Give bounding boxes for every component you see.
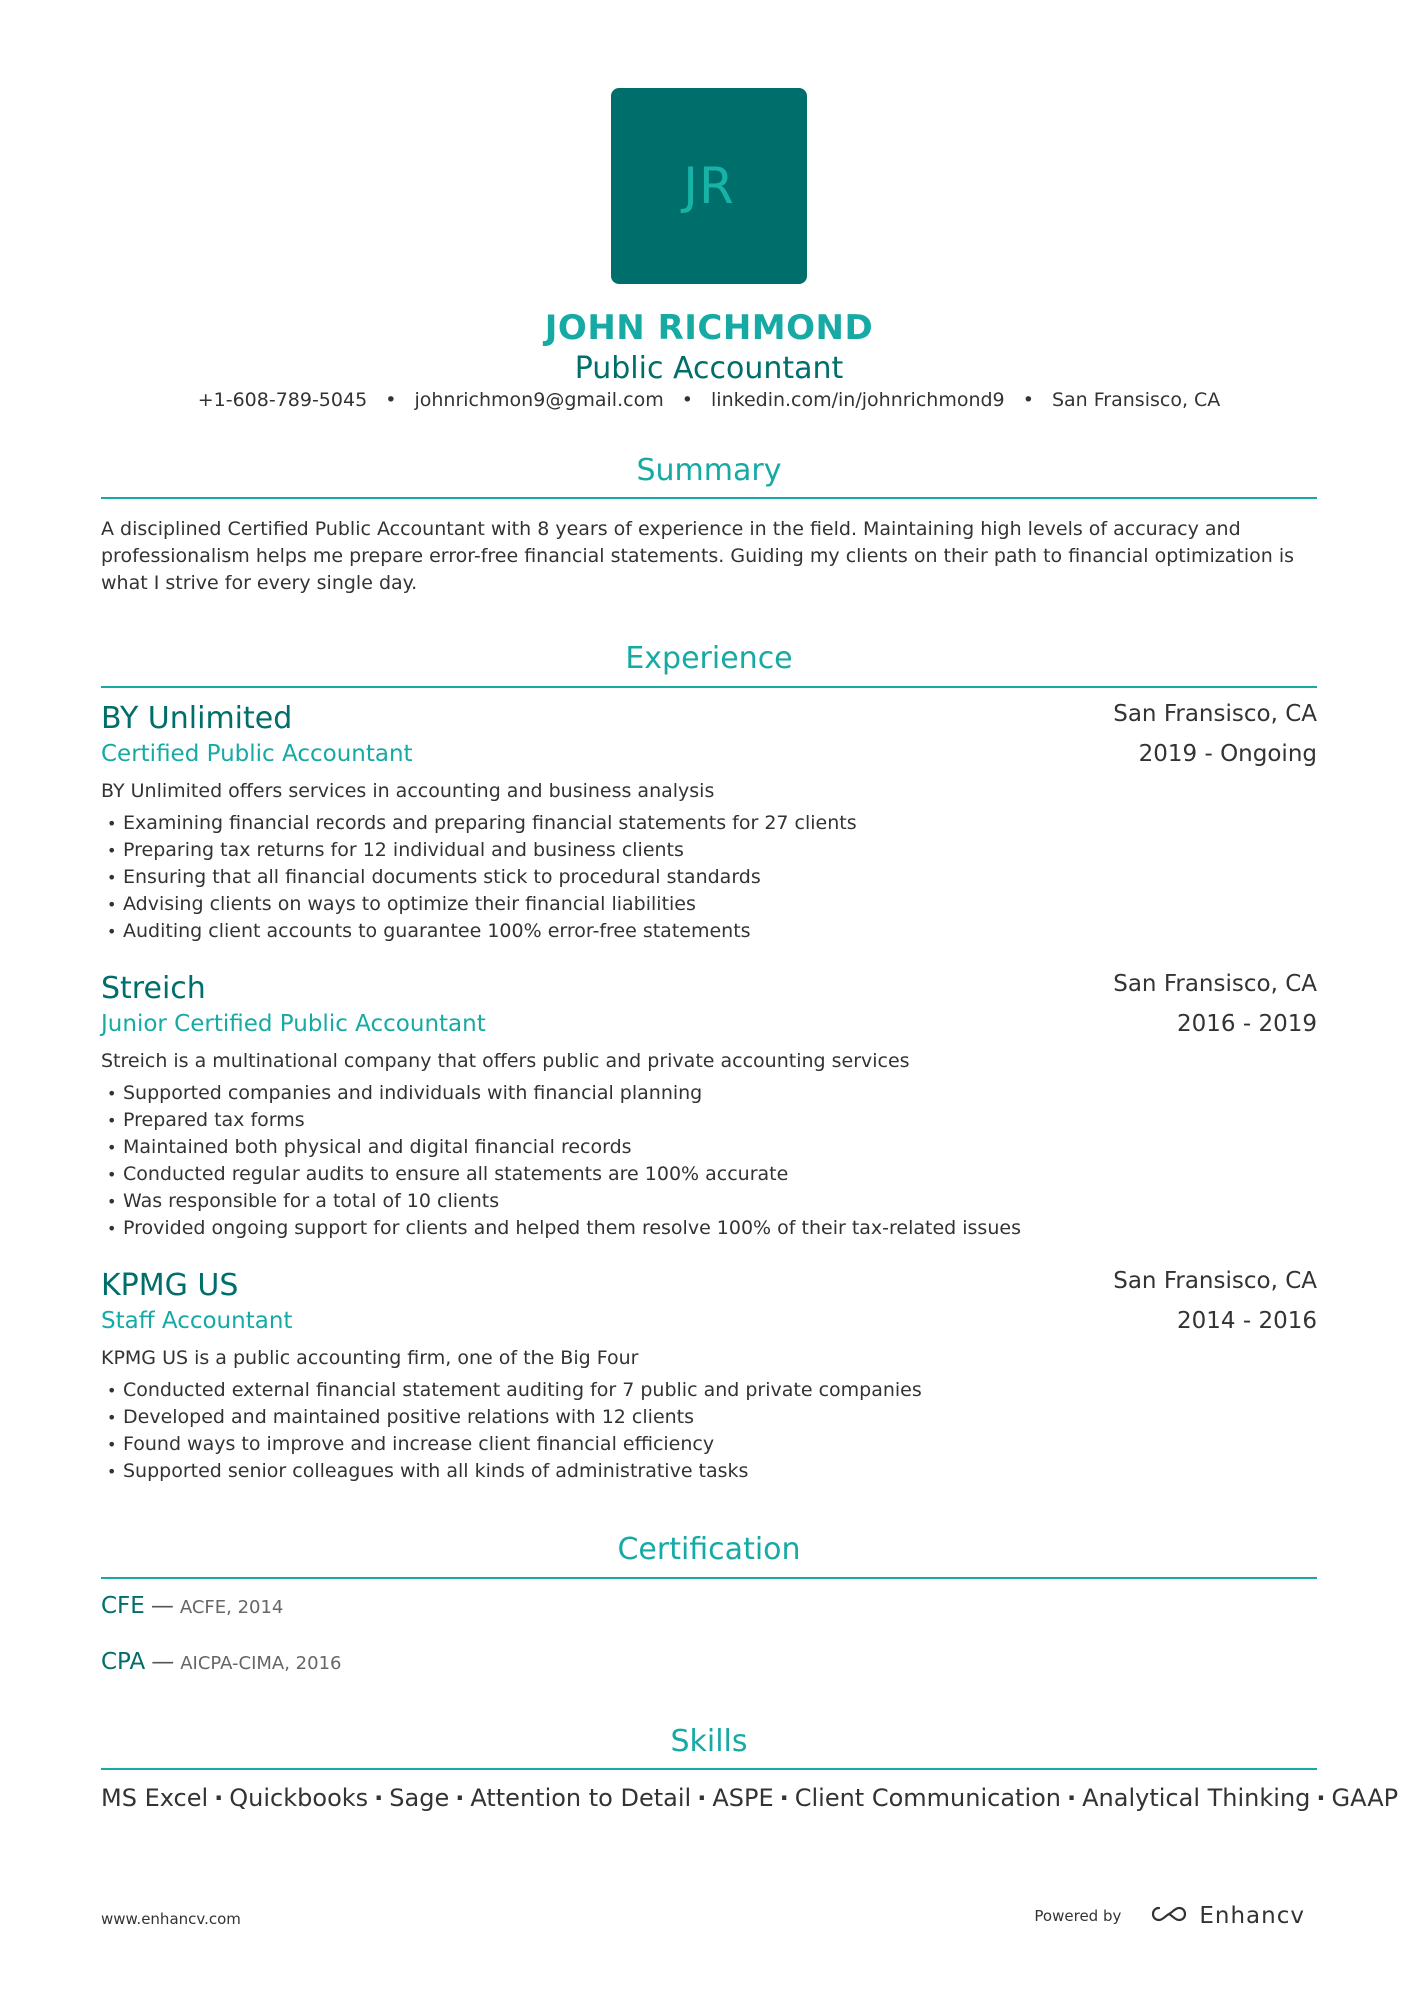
candidate-name: JOHN RICHMOND xyxy=(544,308,874,348)
contact-email[interactable]: johnrichmon9@gmail.com xyxy=(414,389,664,411)
skill-item: Quickbooks xyxy=(229,1784,369,1812)
candidate-role: Public Accountant xyxy=(574,351,844,386)
enhancv-logo-icon xyxy=(1147,1903,1191,1929)
summary-heading: Summary xyxy=(636,453,782,488)
job-bullet: • Auditing client accounts to guarantee 100% error-free statements xyxy=(101,918,857,945)
job-bullets xyxy=(101,810,857,945)
job-bullet: • Maintained both physical and digital financial records xyxy=(101,1134,1021,1161)
job-bullet: • Ensuring that all financial documents stick to procedural standards xyxy=(101,864,857,891)
skill-separator: · xyxy=(1316,1784,1326,1812)
certification-dash: — xyxy=(150,1593,174,1619)
certification-meta: ACFE, 2014 xyxy=(179,1597,284,1618)
job-company: KPMG US xyxy=(101,1268,239,1303)
certification-name: CFE xyxy=(101,1593,145,1619)
certification-meta: AICPA-CIMA, 2016 xyxy=(180,1653,342,1674)
job-bullet: • Conducted regular audits to ensure all statements are 100% accurate xyxy=(101,1161,1021,1188)
job-dates: 2014 - 2016 xyxy=(1177,1308,1317,1334)
job-bullet: • Provided ongoing support for clients and helped them resolve 100% of their tax-related issues xyxy=(101,1215,1021,1242)
skill-separator: · xyxy=(455,1784,465,1812)
contact-linkedin[interactable]: linkedin.com/in/johnrichmond9 xyxy=(711,389,1005,411)
job-location: San Fransisco, CA xyxy=(1113,1268,1317,1294)
experience-divider xyxy=(101,686,1317,688)
skill-separator: · xyxy=(214,1784,224,1812)
avatar xyxy=(611,88,807,284)
certification-divider xyxy=(101,1577,1317,1579)
skill-separator: · xyxy=(374,1784,384,1812)
job-description: Streich is a multinational company that offers public and private accounting services xyxy=(101,1050,910,1072)
summary-divider xyxy=(101,497,1317,499)
job-description: KPMG US is a public accounting firm, one of the Big Four xyxy=(101,1347,639,1369)
job-dates: 2019 - Ongoing xyxy=(1138,741,1317,767)
powered-by-label: Powered by xyxy=(1034,1907,1122,1925)
job-title: Certified Public Accountant xyxy=(101,741,413,767)
enhancv-brand-name: Enhancv xyxy=(1199,1903,1305,1929)
certification-dash: — xyxy=(151,1649,175,1675)
skill-separator: · xyxy=(1067,1784,1077,1812)
avatar-initials: JR xyxy=(683,157,735,215)
summary-text: A disciplined Certified Public Accountant with 8 years of experience in the field. Maintaining high levels of accuracy and professionalism helps me prepare error-free financial statements. Guiding my clients on their path to financial optimization is what I strive for every single day. xyxy=(101,518,1295,594)
job-title: Junior Certified Public Accountant xyxy=(101,1011,486,1037)
footer-branding[interactable] xyxy=(1034,1903,1305,1929)
skills-list xyxy=(101,1784,1398,1812)
job-bullet: • Developed and maintained positive relations with 12 clients xyxy=(101,1404,922,1431)
job-bullet: • Preparing tax returns for 12 individual and business clients xyxy=(101,837,857,864)
experience-heading: Experience xyxy=(625,641,793,676)
skill-separator: · xyxy=(697,1784,707,1812)
job-company: Streich xyxy=(101,971,206,1006)
job-bullet: • Conducted external financial statement auditing for 7 public and private companies xyxy=(101,1377,922,1404)
certification-name: CPA xyxy=(101,1649,146,1675)
contact-location: San Fransisco, CA xyxy=(1051,389,1221,411)
job-dates: 2016 - 2019 xyxy=(1177,1011,1317,1037)
skill-item: ASPE xyxy=(712,1784,774,1812)
job-bullet: • Supported senior colleagues with all kinds of administrative tasks xyxy=(101,1458,922,1485)
contact-separator: • xyxy=(1022,389,1034,411)
skills-divider xyxy=(101,1768,1317,1770)
job-title: Staff Accountant xyxy=(101,1308,293,1334)
job-bullet: • Prepared tax forms xyxy=(101,1107,1021,1134)
skill-item: Sage xyxy=(389,1784,450,1812)
job-bullet: • Advising clients on ways to optimize their financial liabilities xyxy=(101,891,857,918)
certification-item xyxy=(101,1593,283,1619)
job-location: San Fransisco, CA xyxy=(1113,971,1317,997)
contact-separator: • xyxy=(681,389,693,411)
skill-item: MS Excel xyxy=(101,1784,209,1812)
contact-separator: • xyxy=(385,389,397,411)
job-company: BY Unlimited xyxy=(101,701,293,736)
job-bullets xyxy=(101,1080,1021,1242)
skills-heading: Skills xyxy=(670,1724,748,1759)
skill-item: Client Communication xyxy=(794,1784,1062,1812)
contact-line xyxy=(101,389,1317,411)
job-bullets xyxy=(101,1377,922,1485)
skill-separator: · xyxy=(779,1784,789,1812)
skill-item: Analytical Thinking xyxy=(1082,1784,1311,1812)
certification-item xyxy=(101,1649,341,1675)
job-location: San Fransisco, CA xyxy=(1113,701,1317,727)
skill-item: GAAP xyxy=(1331,1784,1399,1812)
footer-website-link[interactable]: www.enhancv.com xyxy=(101,1910,241,1928)
job-bullet: • Examining financial records and preparing financial statements for 27 clients xyxy=(101,810,857,837)
job-bullet: • Supported companies and individuals with financial planning xyxy=(101,1080,1021,1107)
job-description: BY Unlimited offers services in accounting and business analysis xyxy=(101,780,715,802)
skill-item: Attention to Detail xyxy=(470,1784,692,1812)
job-bullet: • Found ways to improve and increase client financial efficiency xyxy=(101,1431,922,1458)
contact-phone[interactable]: +1-608-789-5045 xyxy=(197,389,368,411)
job-bullet: • Was responsible for a total of 10 clients xyxy=(101,1188,1021,1215)
certification-heading: Certification xyxy=(617,1532,801,1567)
